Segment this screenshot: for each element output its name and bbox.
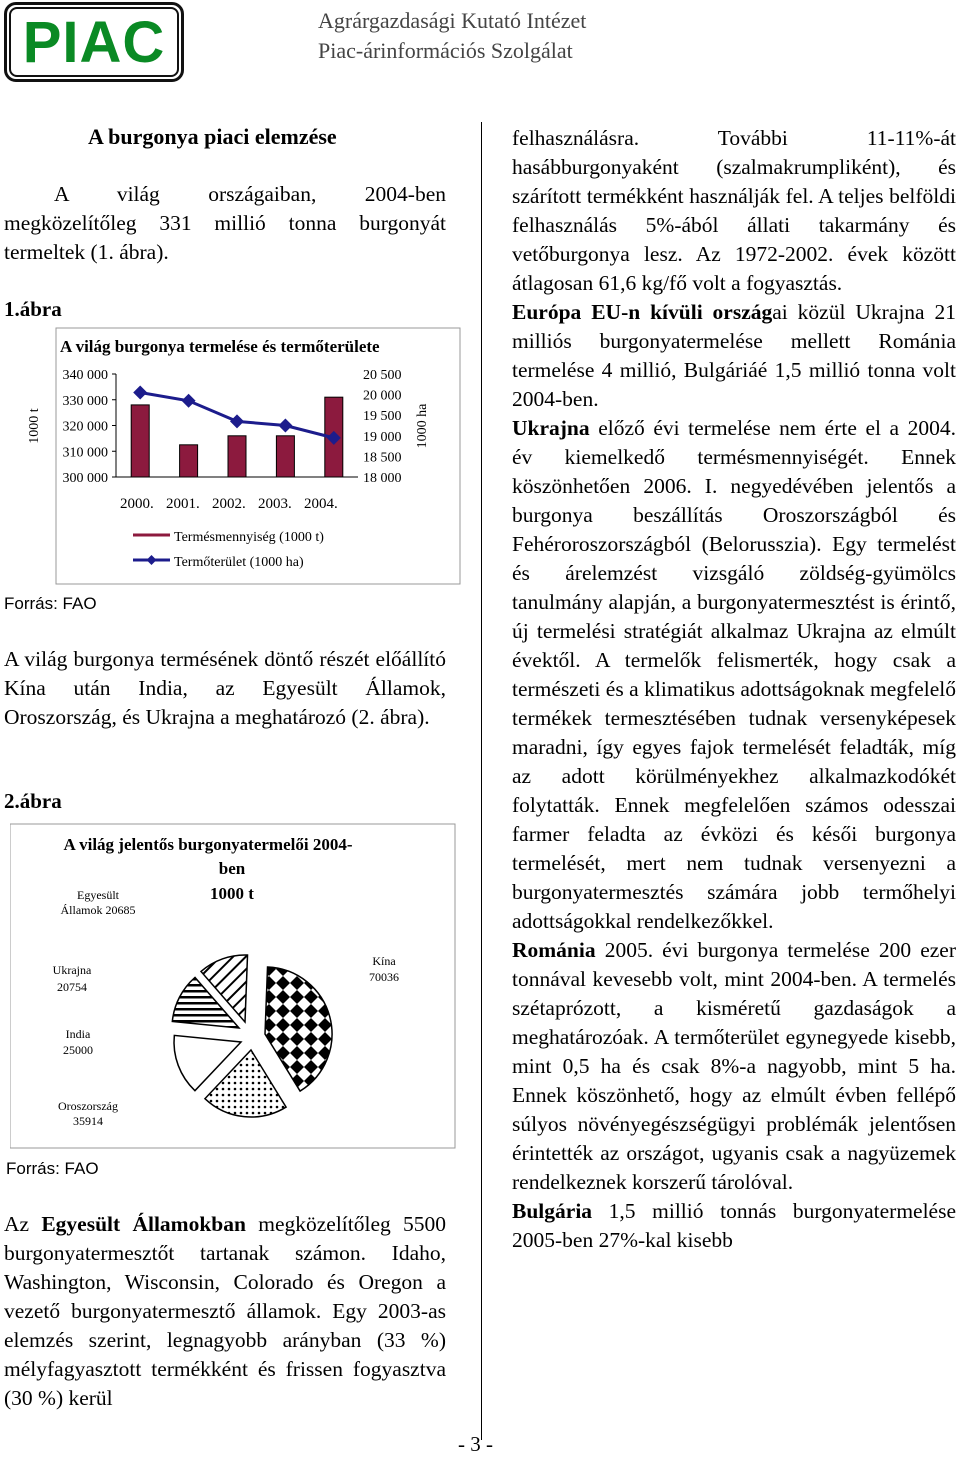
right-paragraph-4 bbox=[512, 936, 956, 1197]
pie-subtitle: 1000 t bbox=[210, 884, 254, 903]
label-oroszorszag: Oroszország bbox=[58, 1099, 118, 1113]
area-point bbox=[230, 414, 244, 428]
legend-line-label: Termőterület (1000 ha) bbox=[174, 555, 304, 570]
y-tick-label: 330 000 bbox=[62, 393, 108, 409]
right-paragraph-2 bbox=[512, 298, 956, 414]
y2-axis-label: 1000 ha bbox=[415, 403, 430, 449]
figure-2-label: 2.ábra bbox=[4, 789, 62, 813]
p5-rest: 1,5 millió tonnás burgonyatermelése 2005-ben 27%-kal kisebb bbox=[512, 1199, 957, 1252]
p3-bold: Ukrajna bbox=[512, 416, 590, 440]
value-oroszorszag: 35914 bbox=[73, 1114, 103, 1128]
column-divider bbox=[481, 122, 482, 1440]
x-category-label: 2002. bbox=[212, 496, 246, 512]
value-kina: 70036 bbox=[369, 970, 399, 984]
para3-rest: megközelítőleg 5500 burgonyatermesztőt tartanak számon. Idaho, Washington, Wisconsin, Colorado és Oregon a vezető burgonyatermesztő államok. Egy 2003-as elemzés szerint, legnagyobb arányban (33 %) mélyfagyasztott termékként és frissen fogyasztva (30 %) kerül bbox=[4, 1212, 447, 1410]
label-usa-line1: Egyesült bbox=[77, 888, 119, 902]
p4-bold: Románia bbox=[512, 938, 596, 962]
legend bbox=[133, 530, 324, 570]
bars bbox=[131, 397, 343, 477]
y2-tick-label: 20 500 bbox=[363, 368, 402, 383]
y2-ticks bbox=[363, 368, 402, 486]
y-ticks bbox=[63, 368, 117, 486]
chart-title: A világ burgonya termelése és termőterülete bbox=[60, 337, 380, 356]
y-tick-label: 340 000 bbox=[62, 368, 108, 383]
y2-tick-label: 19 000 bbox=[363, 429, 402, 445]
y2-tick-label: 18 500 bbox=[363, 450, 402, 466]
para3-pre: Az bbox=[4, 1212, 30, 1236]
pie-slice-kína bbox=[265, 967, 332, 1091]
institute-name: Agrárgazdasági Kutató Intézet bbox=[318, 8, 587, 33]
pie-title-line2: ben bbox=[218, 859, 246, 878]
y2-tick-label: 18 000 bbox=[363, 471, 402, 486]
label-india: India bbox=[65, 1027, 91, 1041]
x-category-label: 2003. bbox=[258, 496, 292, 512]
y-tick-label: 310 000 bbox=[62, 445, 108, 461]
piac-logo-text: PIAC bbox=[9, 7, 179, 77]
right-paragraph-1: felhasználásra. További 11-11%-át hasábburgonyaként (szalmakrumpliként), és szárított termékként használják fel. A teljes belföldi felhasználás 5%-ából állati takarmány és vetőburgonya lesz. Az 1972-2002. évek között átlagosan 61,6 kg/fő volt a fogyasztás. bbox=[512, 126, 956, 295]
x-category-label: 2001. bbox=[166, 496, 200, 512]
y2-tick-label: 20 000 bbox=[363, 388, 402, 404]
y2-tick-label: 19 500 bbox=[363, 409, 402, 425]
figure-1-chart bbox=[20, 326, 462, 588]
right-paragraph-3 bbox=[512, 414, 956, 936]
label-ukrajna: Ukrajna bbox=[52, 963, 92, 977]
y-axis-label: 1000 t bbox=[27, 408, 42, 444]
page-header bbox=[318, 6, 640, 66]
area-point bbox=[133, 386, 147, 400]
page-title: A burgonya piaci elemzése bbox=[88, 124, 337, 149]
x-categories bbox=[120, 496, 338, 512]
p4-rest: 2005. évi burgonya termelése 200 ezer tonnával kevesebb volt, mint 2004-ben. A termelés szétaprózott, a kisméretű gazdaságok a meghatározóak. A termőterület egynegyede kisebb, mint 0,5 ha és csak 8%-a nagyobb, mint 5 ha. Ennek köszönhető, hogy az elmúlt évben fellépő súlyos növényegészségügyi problémák jelentősen érintették az országot, ugyanis csak a nagyüzemek rendelkeznek korszerű tárolóval. bbox=[512, 938, 956, 1194]
p2-bold: Európa EU-n kívüli ország bbox=[512, 300, 773, 324]
paragraph-3 bbox=[4, 1210, 446, 1413]
legend-bar-label: Termésmennyiség (1000 t) bbox=[174, 530, 324, 545]
piac-logo bbox=[4, 2, 184, 82]
x-category-label: 2004. bbox=[304, 496, 338, 512]
figure-1-source: Forrás: FAO bbox=[4, 594, 97, 613]
area-point bbox=[182, 394, 196, 408]
y-tick-label: 300 000 bbox=[62, 471, 108, 486]
p5-bold: Bulgária bbox=[512, 1199, 593, 1223]
bar-2003 bbox=[276, 436, 294, 477]
label-usa-line2: Államok 20685 bbox=[60, 903, 136, 917]
pie-title-line1: A világ jelentős burgonyatermelői 2004- bbox=[63, 835, 353, 854]
x-category-label: 2000. bbox=[120, 496, 154, 512]
figure-2-source: Forrás: FAO bbox=[6, 1159, 99, 1178]
y-tick-label: 320 000 bbox=[62, 419, 108, 435]
page-number: - 3 - bbox=[458, 1432, 493, 1456]
service-name: Piac-árinformációs Szolgálat bbox=[318, 38, 573, 63]
right-column bbox=[512, 124, 956, 1255]
right-paragraph-5 bbox=[512, 1197, 956, 1255]
p2-rest: ai közül Ukrajna 21 milliós burgonyatermelése mellett Románia termelése 4 millió, Bulgáriáé 1,5 millió tonna volt 2004-ben. bbox=[512, 300, 956, 411]
p3-rest: előző évi termelése nem érte el a 2004. év kiemelkedő termésmennyiségét. Ennek köszönhetően 2006. I. negyedévében jelentős a burgonya beszállítás Oroszországból és Fehéroroszországból (Belorusszia). Egy termelést és árelemzést vizsgáló zöldség-gyümölcs tanulmány alapján, a burgonyatermesztést is érintő, új termelési stratégiát alkalmaz Ukrajna az elmúlt évektől. A termelők felismerték, hogy csak a természeti és a klimatikus adottságoknak megfelelő termékek termesztésében tudnak versenyképesek maradni, így egyes fajok termelését feladták, míg az adott körülményekhez alkalmazkodókét folytatták. Ennek megfelelően számos odesszai farmer feladta az évközi és késői burgonya termelését, mert nem tudnak versenyezni a burgonyatermesztés számára jobb termőhelyi adottságokkal rendelkezőkkel. bbox=[512, 416, 956, 933]
para3-bold: Egyesült Államokban bbox=[41, 1212, 246, 1236]
area-point bbox=[278, 419, 292, 433]
bar-2001 bbox=[180, 445, 198, 477]
bar-2000 bbox=[131, 405, 149, 477]
pie-slices bbox=[172, 955, 332, 1117]
figure-1-label: 1.ábra bbox=[4, 297, 62, 321]
intro-paragraph: A világ országaiban, 2004-ben megközelítőleg 331 millió tonna burgonyát termeltek (1. ábra). bbox=[4, 182, 446, 264]
legend-line-marker bbox=[147, 555, 157, 565]
value-ukrajna: 20754 bbox=[57, 980, 87, 994]
bar-2002 bbox=[228, 436, 246, 477]
value-india: 25000 bbox=[63, 1043, 93, 1057]
paragraph-2: A világ burgonya termésének döntő részét előállító Kína után India, az Egyesült Államok, Oroszország, és Ukrajna a meghatározó (2. ábra). bbox=[4, 647, 446, 729]
label-kina: Kína bbox=[372, 954, 396, 968]
figure-2-chart bbox=[10, 822, 458, 1152]
